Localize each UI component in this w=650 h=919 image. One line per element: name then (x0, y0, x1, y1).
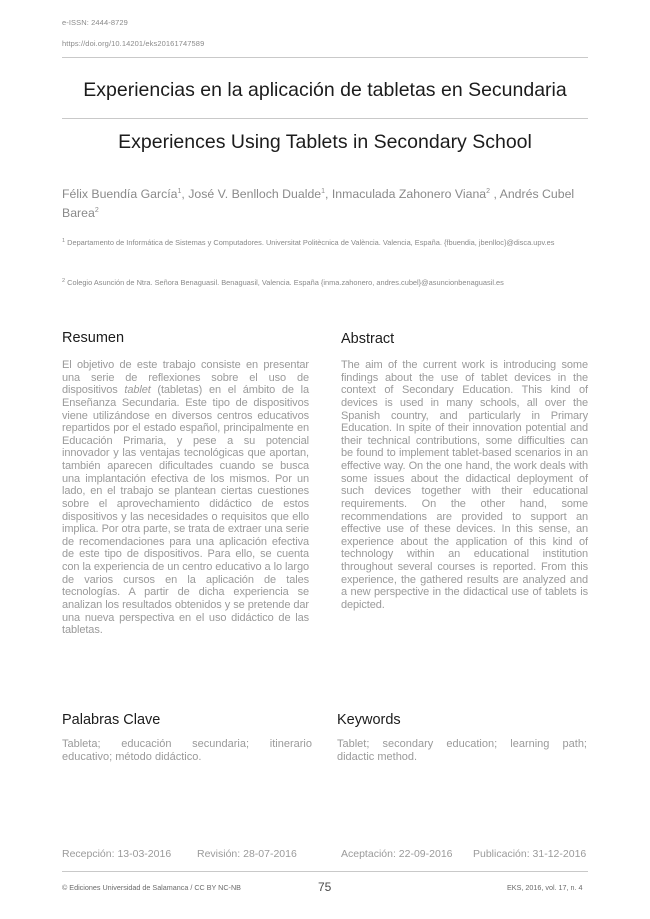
date-recepcion: Recepción: 13-03-2016 (62, 848, 172, 860)
footer-journal: EKS, 2016, vol. 17, n. 4 (507, 883, 583, 892)
author-name: José V. Benlloch Dualde (188, 187, 322, 201)
page-number: 75 (318, 880, 332, 894)
keywords-heading: Keywords (337, 712, 401, 728)
affiliation-1 (62, 237, 590, 250)
affiliation-mark: 2 (62, 278, 66, 284)
header-divider (62, 57, 588, 58)
author-name: Andrés Cubel Barea (62, 187, 575, 220)
keywords-text: Tablet; secondary education; learning path; didactic method. (337, 738, 587, 763)
issn-label: e-ISSN: 2444-8729 (62, 18, 128, 27)
date-revision: Revisión: 28-07-2016 (197, 848, 297, 860)
author-name: Inmaculada Zahonero Viana (331, 187, 487, 201)
doi-link[interactable]: https://doi.org/10.14201/eks20161747589 (62, 39, 205, 48)
date-publicacion: Publicación: 31-12-2016 (473, 848, 587, 860)
author-name: Félix Buendía García (62, 187, 178, 201)
footer-divider (62, 871, 588, 872)
title-english: Experiences Using Tablets in Secondary School (118, 131, 532, 153)
resumen-text-italic: tablet (124, 384, 151, 397)
palabras-clave-text: Tableta; educación secundaria; itinerario educativo; método didáctico. (62, 738, 312, 763)
author-affiliation-mark: 2 (486, 188, 491, 195)
resumen-text-part: El objetivo de este trabajo consiste en presentar una serie de reflexiones sobre el uso de dispositivos (62, 359, 309, 397)
abstract-heading: Abstract (341, 331, 395, 347)
title-spanish: Experiencias en la aplicación de tabletas en Secundaria (83, 79, 567, 101)
author-list (62, 185, 590, 223)
author-separator: , (181, 187, 189, 201)
footer-publisher: © Ediciones Universidad de Salamanca / CC BY NC-NB (62, 883, 241, 892)
abstract-text: The aim of the current work is introducing some findings about the use of tablet devices in the context of Secondary Education. This kind of devices is used in many schools, all over the Spanish country, and particularly in Primary Education. In spite of their innovation potential and their technical contributions, some difficulties can be found to implement tablet-based scenarios in an effective way. On the one hand, the work deals with some issues about the didactical deployment of such devices together with their educational requirements. On the other hand, some recommendations are provided to support an effective use of these devices. In this sense, an experience about the application of this kind of technology within an educational institution throughout several courses is reported. From this experience, the gathered results are analyzed and a new perspective in the didactical use of tablets is depicted. (341, 359, 588, 611)
author-affiliation-mark: 1 (177, 188, 182, 195)
title-divider (62, 118, 588, 119)
author-separator: , (490, 187, 500, 201)
resumen-heading: Resumen (62, 330, 125, 346)
resumen-text-part: (tabletas) en el ámbito de la Enseñanza Secundaria. Este tipo de dispositivos viene utilizándose en diversos centros educativos repartidos por el estado español, principalmente en Educación Primaria, y pese a su potencial innovador y las ventajas tecnológicas que aportan, también aparecen dificultades cuando se busca una implantación efectiva de los mismos. Por un lado, en el trabajo se plantean ciertas cuestiones sobre el aprovechamiento didáctico de estos dispositivos y las necesidades o requisitos que ello implica. Por otra parte, se trata de extraer una serie de recomendaciones para una aplicación efectiva de este tipo de dispositivos. Para ello, se cuenta con la experiencia de un centro educativo a lo largo de varios cursos en la aplicación de tales tecnologías. A partir de dicha experiencia se analizan los resultados obtenidos y se pretende dar una nueva perspectiva en el uso didáctico de las tabletas. (62, 384, 309, 637)
date-aceptacion: Aceptación: 22-09-2016 (341, 848, 453, 860)
affiliation-text: Colegio Asunción de Ntra. Señora Benaguasil. Benaguasil, Valencia. España {inma.zahonero, andres.cubel}@asuncionbenaguasil.es (67, 278, 504, 287)
affiliation-2 (62, 277, 590, 290)
author-affiliation-mark: 2 (94, 207, 99, 214)
affiliation-mark: 1 (62, 238, 66, 244)
author-separator: , (325, 187, 332, 201)
resumen-text (62, 359, 309, 637)
affiliation-text: Departamento de Informática de Sistemas y Computadores. Universitat Politècnica de València. Valencia, España. {fbuendia, jbenlloc}@disca.upv.es (67, 238, 555, 247)
palabras-clave-heading: Palabras Clave (62, 712, 161, 728)
author-affiliation-mark: 1 (321, 188, 326, 195)
